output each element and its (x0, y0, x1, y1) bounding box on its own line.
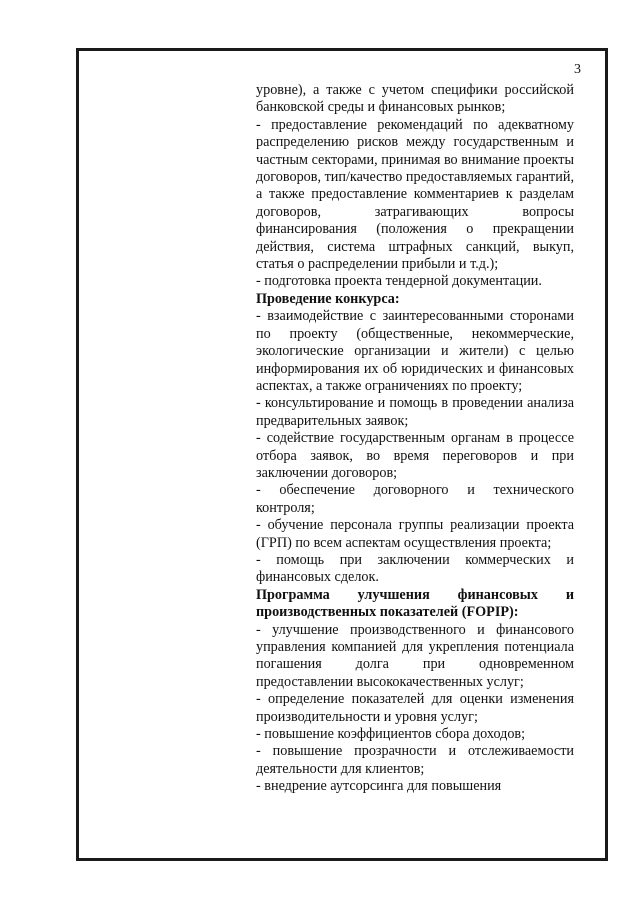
paragraph: - повышение прозрачности и отслеживаемости деятельности для клиентов; (256, 743, 574, 777)
paragraph: - повышение коэффициентов сбора доходов; (256, 726, 526, 743)
paragraph: - взаимодействие с заинтересованными сторонами по проекту (общественные, некоммерческие, экологические организации и жители) с целью информирования их об юридических и финансовых аспектах, а также ограничениях по проекту; (256, 308, 574, 394)
paragraph: - улучшение производственного и финансового управления компанией для укрепления потенциала погашения долга при одновременном предоставлении высококачественных услуг; (256, 621, 574, 690)
document-body (256, 82, 574, 796)
paragraph: - содействие государственным органам в процессе отбора заявок, во время переговоров и при заключении договоров; (256, 430, 574, 481)
section-heading: Программа улучшения финансовых и производственных показателей (FOPIP): (256, 586, 574, 621)
paragraph: - предоставление рекомендаций по адекватному распределению рисков между государственным и частным секторами, принимая во внимание проекты договоров, тип/качество предоставляемых гарантий, а также предоставление комментариев к разделам договоров, затрагивающих вопросы финансирования (положения о прекращении действия, система штрафных санкций, выкуп, статья о распределении прибыли и т.д.); (256, 116, 574, 273)
paragraph: уровне), а также с учетом специфики российской банковской среды и финансовых рынков; (256, 82, 574, 116)
paragraph: - консультирование и помощь в проведении анализа предварительных заявок; (256, 395, 574, 429)
paragraph: - внедрение аутсорсинга для повышения (256, 778, 502, 795)
paragraph: - подготовка проекта тендерной документации. (256, 273, 542, 290)
section-heading: Проведение конкурса: (256, 290, 400, 307)
paragraph: - обучение персонала группы реализации проекта (ГРП) по всем аспектам осуществления проекта; (256, 517, 574, 551)
paragraph: - обеспечение договорного и технического контроля; (256, 482, 574, 516)
page-number: 3 (574, 62, 581, 77)
paragraph: - помощь при заключении коммерческих и финансовых сделок. (256, 551, 574, 586)
paragraph: - определение показателей для оценки изменения производительности и уровня услуг; (256, 691, 574, 725)
